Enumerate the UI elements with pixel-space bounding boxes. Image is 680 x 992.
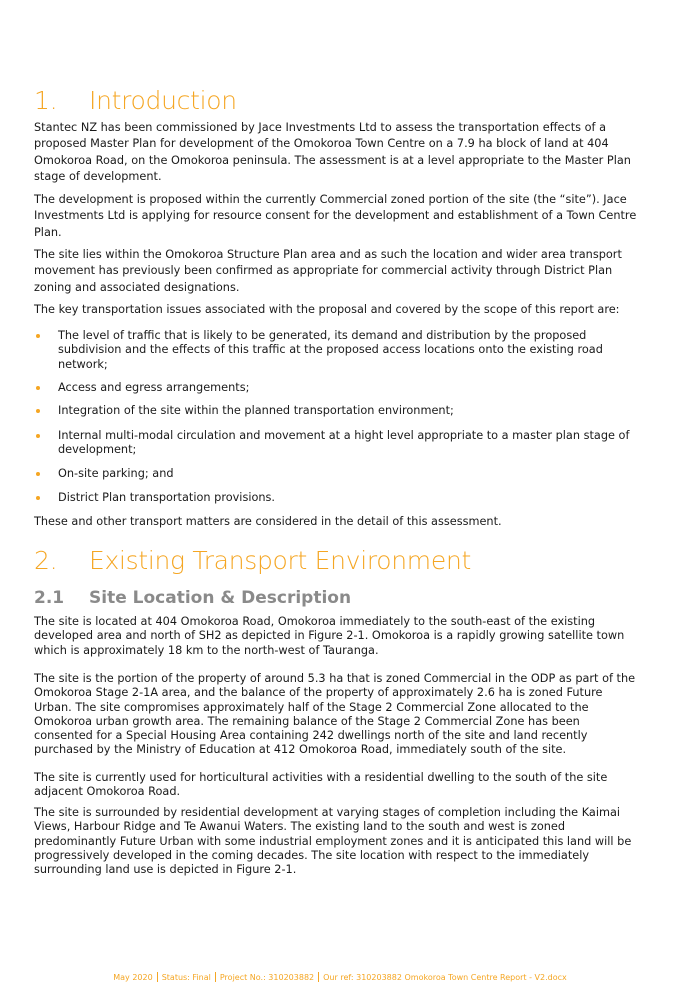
footer-status: Status: Final (161, 973, 211, 982)
bullet-item: The level of traffic that is likely to be generated, its demand and distribution by the proposed subdivision and the effects of this traffic at the proposed access locations onto the existing road network; (34, 329, 642, 372)
section-2-title: Existing Transport Environment (89, 546, 471, 575)
bullet-icon (36, 496, 40, 500)
subsection-2-1-title: Site Location & Description (89, 588, 352, 608)
page-footer (0, 972, 680, 982)
section-1-title: Introduction (89, 86, 237, 115)
intro-closing: These and other transport matters are considered in the detail of this assessment. (34, 515, 502, 528)
bullet-item: On-site parking; and (34, 467, 642, 481)
subsection-2-1-heading (34, 588, 351, 608)
footer-project: Project No.: 310203882 (219, 973, 315, 982)
bullet-item: Access and egress arrangements; (34, 381, 642, 395)
site-paragraph-4: The site is surrounded by residential development at varying stages of completion including the Kaimai Views, Harbour Ridge and Te Awanui Waters. The existing land to the south and west is zoned predominantly Future Urban with some industrial employment zones and it is anticipated this land will be progressively developed in the coming decades. The site location with respect to the immediately surrounding land use is depicted in Figure 2-1. (34, 806, 632, 877)
intro-paragraph-4: The key transportation issues associated with the proposal and covered by the scope of this report are: (34, 303, 620, 316)
bullet-icon (36, 434, 40, 438)
footer-ref: Our ref: 310203882 Omokoroa Town Centre Report - V2.docx (323, 973, 567, 982)
bullet-icon (36, 472, 40, 476)
site-paragraph-1: The site is located at 404 Omokoroa Road, Omokoroa immediately to the south-east of the existing developed area and north of SH2 as depicted in Figure 2-1. Omokoroa is a rapidly growing satellite town which is approximately 18 km to the north-west of Tauranga. (34, 615, 625, 657)
bullet-item: Integration of the site within the planned transportation environment; (34, 404, 642, 418)
footer-separator (318, 972, 319, 982)
section-2-number: 2. (34, 546, 58, 575)
site-paragraph-2: The site is the portion of the property of around 5.3 ha that is zoned Commercial in the ODP as part of the Omokoroa Stage 2-1A area, and the balance of the property of approximately 2.6 ha is zoned Future Urban. The site compromises approximately half of the Stage 2 Commercial Zone allocated to the Omokoroa urban growth area. The remaining balance of the Stage 2 Commercial Zone has been consented for a Special Housing Area containing 242 dwellings north of the site and land recently purchased by the Ministry of Education at 412 Omokoroa Road, immediately south of the site. (34, 672, 636, 757)
bullet-item: District Plan transportation provisions. (34, 491, 642, 505)
section-1-number: 1. (34, 86, 58, 115)
intro-paragraph-3: The site lies within the Omokoroa Structure Plan area and as such the location and wider area transport movement has previously been confirmed as appropriate for commercial activity through District Plan zoning and associated designations. (34, 248, 622, 294)
site-paragraph-3: The site is currently used for horticultural activities with a residential dwelling to the south of the site adjacent Omokoroa Road. (34, 771, 608, 799)
subsection-2-1-number: 2.1 (34, 588, 65, 608)
footer-separator (215, 972, 216, 982)
bullet-icon (36, 334, 40, 338)
bullet-item: Internal multi-modal circulation and movement at a hight level appropriate to a master plan stage of development; (34, 429, 642, 458)
intro-paragraph-2: The development is proposed within the currently Commercial zoned portion of the site (the “site”). Jace Investments Ltd is applying for resource consent for the development and establishment of a Town Centre Plan. (34, 193, 637, 239)
bullet-icon (36, 386, 40, 390)
intro-paragraph-1: Stantec NZ has been commissioned by Jace Investments Ltd to assess the transportation effects of a proposed Master Plan for development of the Omokoroa Town Centre on a 7.9 ha block of land at 404 Omokoroa Road, on the Omokoroa peninsula. The assessment is at a level appropriate to the Master Plan stage of development. (34, 121, 631, 184)
section-2-heading (34, 546, 471, 575)
footer-date: May 2020 (113, 973, 153, 982)
footer-separator (157, 972, 158, 982)
bullet-icon (36, 409, 40, 413)
section-1-heading (34, 86, 237, 115)
